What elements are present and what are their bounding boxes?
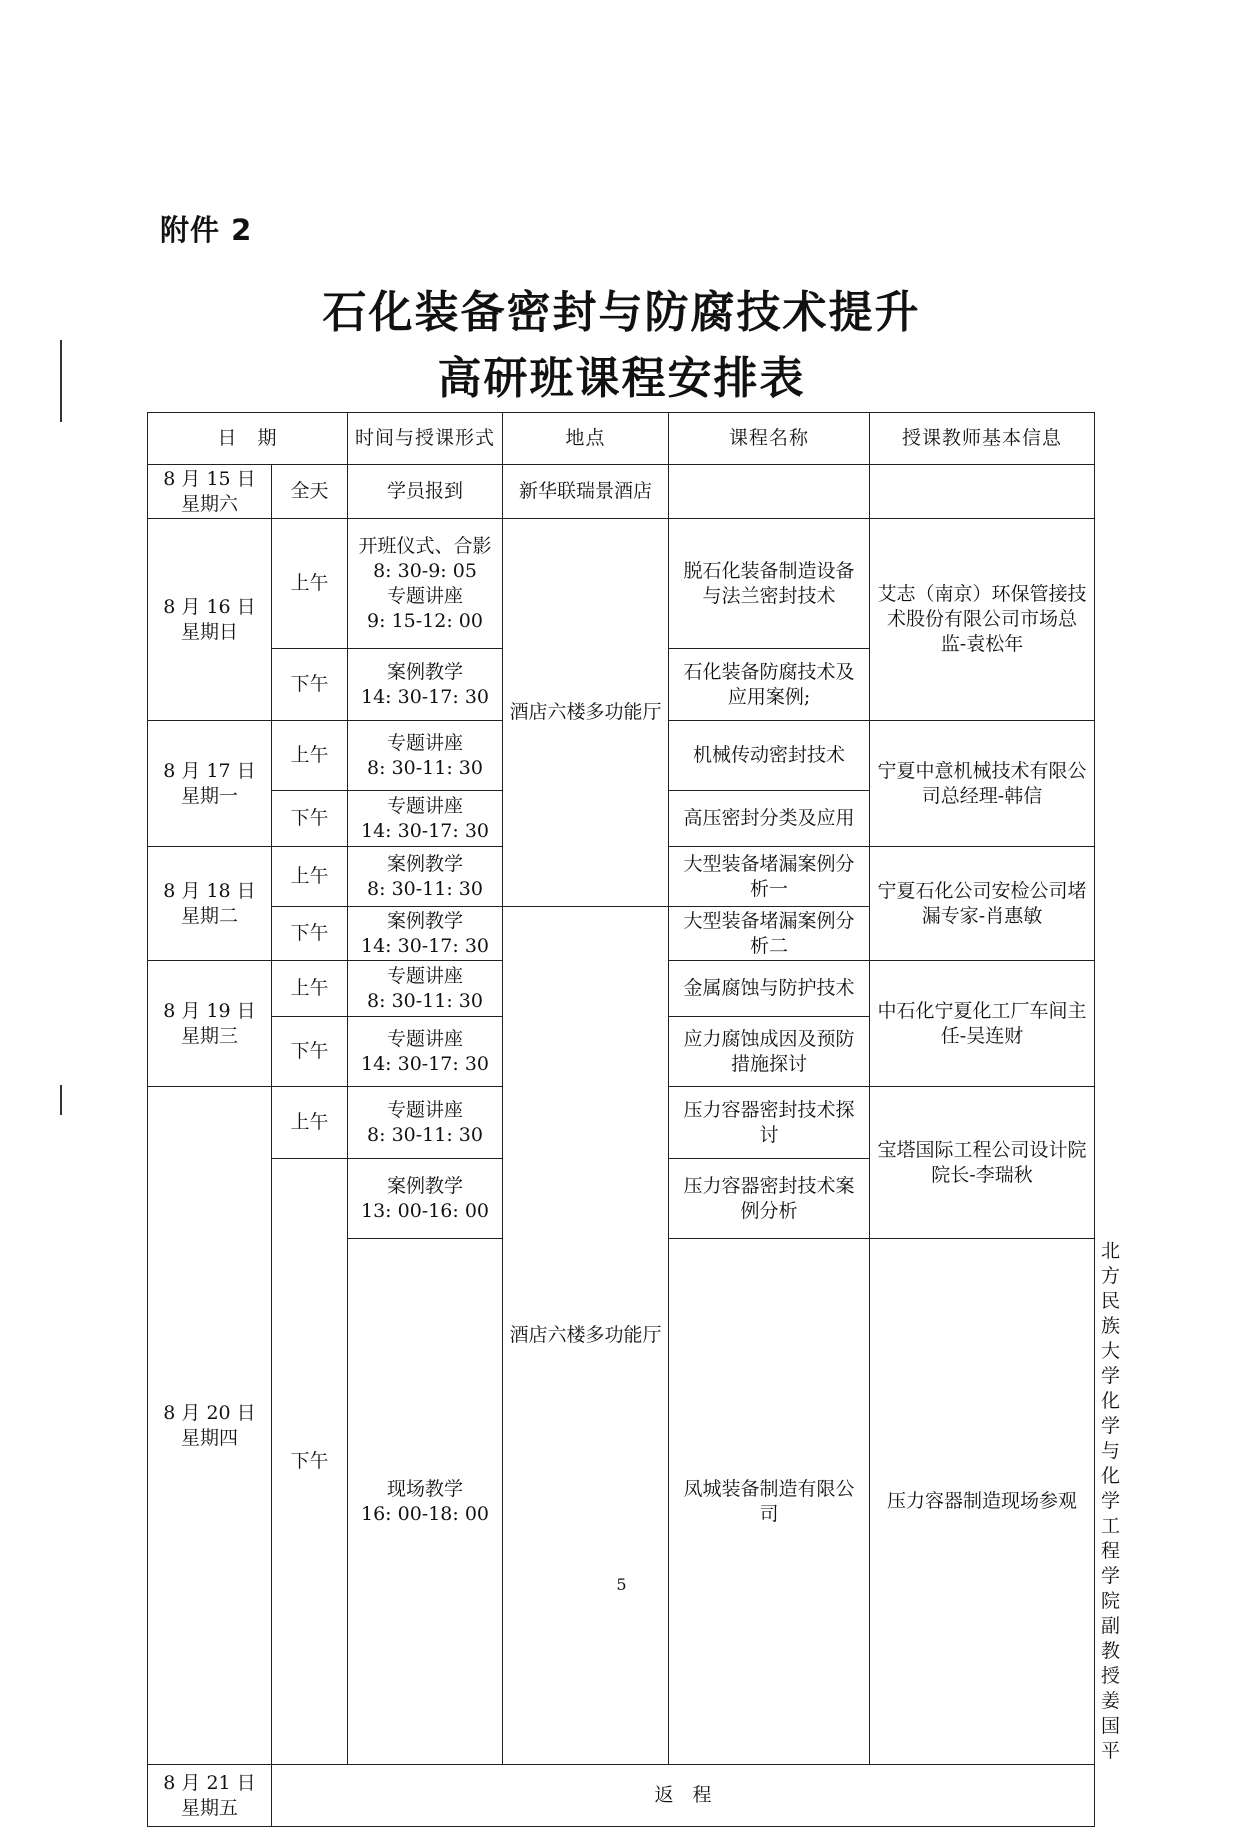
date: 8 月 20 日 xyxy=(163,1401,256,1424)
time-cell xyxy=(348,519,503,649)
date-cell xyxy=(148,1765,272,1827)
header-date: 日 期 xyxy=(148,413,348,465)
time-cell xyxy=(348,907,503,961)
weekday: 星期三 xyxy=(180,1024,238,1047)
time-cell xyxy=(348,961,503,1017)
date: 8 月 16 日 xyxy=(163,595,256,618)
period-cell: 下午 xyxy=(272,791,348,847)
page-subtitle: 高研班课程安排表 xyxy=(437,353,806,404)
period-cell: 上午 xyxy=(272,961,348,1017)
period-cell: 下午 xyxy=(272,649,348,721)
course-cell: 压力容器密封技术探讨 xyxy=(669,1087,870,1159)
date-cell xyxy=(148,519,272,721)
time-format: 开班仪式、合影 xyxy=(358,534,492,557)
date: 8 月 21 日 xyxy=(163,1771,256,1794)
time-format: 专题讲座 xyxy=(387,731,464,754)
time-format: 专题讲座 xyxy=(387,584,464,607)
course-cell: 压力容器制造现场参观 xyxy=(870,1239,1095,1765)
time-cell: 学员报到 xyxy=(348,465,503,519)
period-cell: 下午 xyxy=(272,1017,348,1087)
time-format: 专题讲座 xyxy=(387,794,464,817)
time-cell xyxy=(348,1017,503,1087)
header-time: 时间与授课形式 xyxy=(348,413,503,465)
time-cell xyxy=(348,1239,503,1765)
time-cell xyxy=(348,791,503,847)
time-range: 9: 15-12: 00 xyxy=(367,609,483,632)
page-title: 石化装备密封与防腐技术提升 xyxy=(322,287,921,338)
time-range: 8: 30-11: 30 xyxy=(367,989,483,1012)
date: 8 月 17 日 xyxy=(163,759,256,782)
date-cell xyxy=(148,961,272,1087)
period-cell: 下午 xyxy=(272,907,348,961)
time-range: 13: 00-16: 00 xyxy=(361,1199,490,1222)
table-row xyxy=(148,1765,1095,1827)
date-cell xyxy=(148,465,272,519)
table-row: 现场教学 16: 00-18: 00 凤城装备制造有限公司 压力容器制造现场参观 北方民族大学化学与化学工程学院 副教授 姜国平 xyxy=(148,1239,1095,1765)
course-cell: 压力容器密封技术案例分析 xyxy=(669,1159,870,1239)
course-cell xyxy=(669,465,870,519)
course-cell: 机械传动密封技术 xyxy=(669,721,870,791)
period-cell: 上午 xyxy=(272,1087,348,1159)
teacher-cell: 宝塔国际工程公司设计院院长-李瑞秋 xyxy=(870,1087,1095,1239)
time-format: 案例教学 xyxy=(387,660,464,683)
time-range: 14: 30-17: 30 xyxy=(361,1052,490,1075)
course-cell: 金属腐蚀与防护技术 xyxy=(669,961,870,1017)
course-cell: 大型装备堵漏案例分析二 xyxy=(669,907,870,961)
time-range: 8: 30-9: 05 xyxy=(373,559,477,582)
teacher-cell: 宁夏中意机械技术有限公司总经理-韩信 xyxy=(870,721,1095,847)
weekday: 星期五 xyxy=(180,1796,238,1819)
page-number: 5 xyxy=(616,1575,627,1594)
time-cell xyxy=(348,649,503,721)
header-place: 地点 xyxy=(503,413,669,465)
date: 8 月 18 日 xyxy=(163,879,256,902)
course-schedule-table xyxy=(147,412,1140,1827)
weekday: 星期日 xyxy=(180,620,238,643)
return-note: 返 程 xyxy=(272,1765,1095,1827)
period-cell: 下午 xyxy=(272,1159,348,1765)
period-cell: 上午 xyxy=(272,721,348,791)
time-range: 8: 30-11: 30 xyxy=(367,1123,483,1146)
course-cell: 高压密封分类及应用 xyxy=(669,791,870,847)
time-range: 14: 30-17: 30 xyxy=(361,934,490,957)
time-format: 案例教学 xyxy=(387,1174,464,1197)
place-cell: 凤城装备制造有限公司 xyxy=(669,1239,870,1765)
teacher-cell xyxy=(870,465,1095,519)
weekday: 星期二 xyxy=(180,904,238,927)
scan-artifact-left-2 xyxy=(60,1085,62,1115)
date-cell xyxy=(148,721,272,847)
teacher-cell: 中石化宁夏化工厂车间主任-吴连财 xyxy=(870,961,1095,1087)
attachment-label: 附件 2 xyxy=(160,213,253,247)
course-cell: 石化装备防腐技术及应用案例; xyxy=(669,649,870,721)
weekday: 星期一 xyxy=(180,784,238,807)
date-cell xyxy=(148,1087,272,1765)
weekday: 星期四 xyxy=(180,1426,238,1449)
time-cell xyxy=(348,1159,503,1239)
time-range: 8: 30-11: 30 xyxy=(367,877,483,900)
time-cell xyxy=(348,847,503,907)
time-range: 16: 00-18: 00 xyxy=(361,1502,490,1525)
time-format: 案例教学 xyxy=(387,909,464,932)
weekday: 星期六 xyxy=(180,492,238,515)
course-cell: 大型装备堵漏案例分析一 xyxy=(669,847,870,907)
time-format: 专题讲座 xyxy=(387,1027,464,1050)
course-cell: 脱石化装备制造设备与法兰密封技术 xyxy=(669,519,870,649)
period-cell: 上午 xyxy=(272,519,348,649)
time-format: 专题讲座 xyxy=(387,1098,464,1121)
header-course: 课程名称 xyxy=(669,413,870,465)
time-format: 案例教学 xyxy=(387,852,464,875)
table-row xyxy=(148,465,1095,519)
header-teacher: 授课教师基本信息 xyxy=(870,413,1095,465)
time-range: 14: 30-17: 30 xyxy=(361,685,490,708)
course-cell: 应力腐蚀成因及预防措施探讨 xyxy=(669,1017,870,1087)
place-cell: 新华联瑞景酒店 xyxy=(503,465,669,519)
date: 8 月 19 日 xyxy=(163,999,256,1022)
period-cell: 上午 xyxy=(272,847,348,907)
teacher-cell: 宁夏石化公司安检公司堵漏专家-肖惠敏 xyxy=(870,847,1095,961)
time-cell xyxy=(348,721,503,791)
place-cell: 酒店六楼多功能厅 xyxy=(503,519,669,907)
time-format: 专题讲座 xyxy=(387,964,464,987)
time-format: 现场教学 xyxy=(387,1477,464,1500)
place-cell: 酒店六楼多功能厅 xyxy=(503,907,669,1765)
table-row xyxy=(148,519,1095,649)
time-cell xyxy=(348,1087,503,1159)
time-range: 8: 30-11: 30 xyxy=(367,756,483,779)
teacher-cell: 艾志（南京）环保管接技术股份有限公司市场总监-袁松年 xyxy=(870,519,1095,721)
header-row xyxy=(148,413,1095,465)
time-range: 14: 30-17: 30 xyxy=(361,819,490,842)
date-cell xyxy=(148,847,272,961)
date: 8 月 15 日 xyxy=(163,467,256,490)
period-cell: 全天 xyxy=(272,465,348,519)
